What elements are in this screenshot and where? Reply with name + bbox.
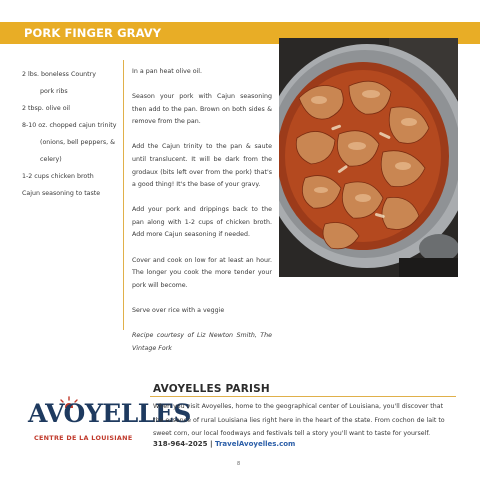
recipe-title: PORK FINGER GRAVY (24, 26, 162, 40)
ingredient-item: 2 tbsp. olive oil (22, 105, 71, 112)
contact-separator: | (209, 440, 213, 448)
recipe-step: Add your pork and drippings back to the pan along with 1-2 cups of chicken broth. Add more Cajun seasoning if needed. (132, 206, 272, 239)
contact-line (153, 440, 295, 448)
logo-wordmark: AVOYELLES (28, 399, 191, 428)
recipe-step: Serve over rice with a veggie (132, 306, 225, 314)
ingredient-item: 1-2 cups chicken broth (22, 173, 94, 180)
ingredient-item: (onions, bell peppers, & (40, 139, 116, 146)
recipe-step: In a pan heat olive oil. (132, 68, 203, 75)
website-link[interactable]: TravelAvoyelles.com (214, 440, 296, 448)
recipe-credit: Recipe courtesy of Liz Newton Smith, The Vintage Fork (132, 331, 272, 352)
ingredients-list (22, 66, 118, 202)
ingredient-item: Cajun seasoning to taste (22, 190, 101, 197)
recipe-step: Season your pork with Cajun seasoning then add to the pan. Brown on both sides & remove from the pan. (132, 93, 272, 126)
page-number: 8 (237, 461, 241, 467)
column-divider (123, 60, 124, 330)
phone-number: 318-964-2025 (153, 440, 208, 448)
logo-tagline: CENTRE DE LA LOUISIANE (34, 434, 133, 442)
parish-description: When you visit Avoyelles, home to the geographical center of Louisiana, you'll discover that the essence of rural Louisiana lies right here in the heart of the state. From cochon de lait to sweet corn, our local foodways and festivals tell a story you'll want to taste for yourself. (153, 403, 445, 437)
parish-divider (150, 396, 456, 397)
recipe-step: Cover and cook on low for at least an hour. The longer you cook the more tender your pork will become. (132, 256, 272, 289)
recipe-steps (132, 66, 272, 368)
pork-gravy-skillet-photo (279, 38, 458, 277)
ingredient-item: celery) (40, 156, 62, 163)
ingredient-item: 2 lbs. boneless Country (22, 71, 96, 78)
recipe-step: Add the Cajun trinity to the pan & saute until translucent. It will be dark from the grodaux (bits left over from the pork) that's a good thing! It's the base of your gravy. (132, 143, 272, 189)
parish-heading: AVOYELLES PARISH (153, 383, 270, 395)
ingredient-item: pork ribs (40, 88, 68, 95)
ingredient-item: 8-10 oz. chopped cajun trinity (22, 122, 117, 129)
